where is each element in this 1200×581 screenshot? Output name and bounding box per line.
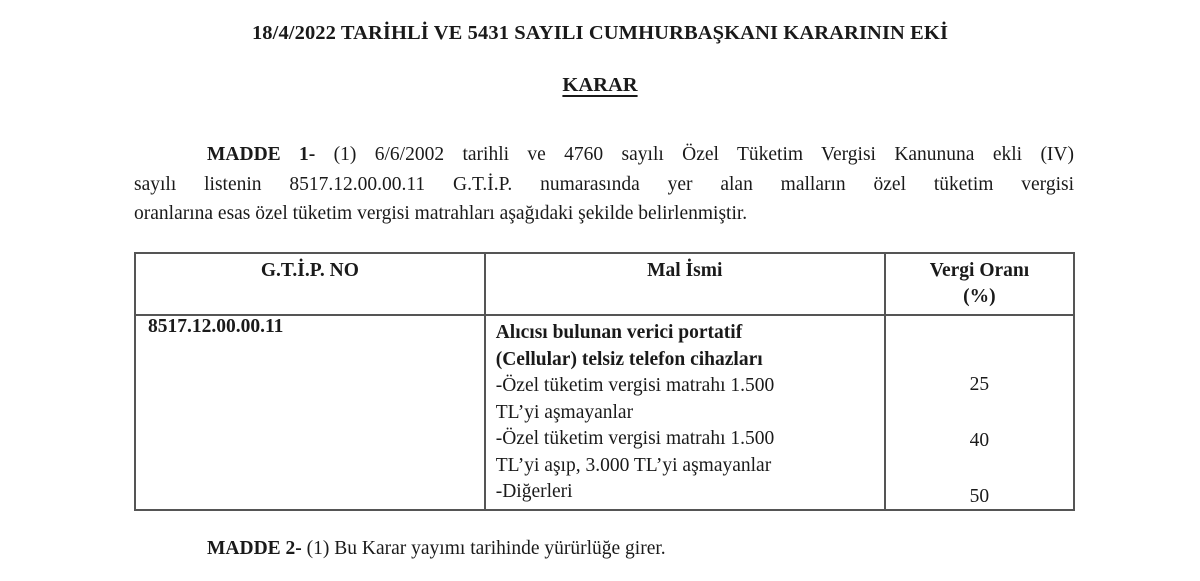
article-1-label: MADDE 1- <box>207 144 316 165</box>
cell-tax-rates <box>885 315 1074 510</box>
item-2-line-1: -Özel tüketim vergisi matrahı 1.500 <box>495 428 775 449</box>
rate-item-3: 50 <box>969 486 990 507</box>
item-2-line-2: TL’yi aşıp, 3.000 TL’yi aşmayanlar <box>495 454 772 476</box>
item-1-line-2: TL’yi aşmayanlar <box>495 401 634 423</box>
article-1-line-3: oranlarına esas özel tüketim vergisi matrahları aşağıdaki şekilde belirlenmiştir. <box>134 203 748 224</box>
tax-rate-table <box>134 252 1075 511</box>
header-tax-rate: Vergi Oranı (%) <box>885 253 1074 315</box>
article-2-label: MADDE 2- <box>207 538 302 559</box>
article-1-line-1: MADDE 1- (1) 6/6/2002 tarihli ve 4760 sayılı Özel Tüketim Vergisi Kanununa ekli (IV) <box>207 144 1075 165</box>
document-subtitle <box>0 74 1200 97</box>
article-1-line-2: sayılı listenin 8517.12.00.00.11 G.T.İ.P. numarasında yer alan malların özel tüketim vergisi <box>134 173 1074 195</box>
document-title: 18/4/2022 TARİHLİ VE 5431 SAYILI CUMHURBAŞKANI KARARININ EKİ <box>251 22 949 44</box>
cell-gtip-number: 8517.12.00.00.11 <box>135 315 485 510</box>
cell-goods-description: Alıcısı bulunan verici portatif (Cellular) telsiz telefon cihazları -Özel tüketim vergisi matrahı 1.500 TL’yi aşmayanlar -Özel tüketim vergisi matrahı 1.500 TL’yi aşıp, 3.000 TL’yi aşmayanlar -Diğerleri <box>485 315 885 510</box>
table-header-row <box>135 253 1074 315</box>
subtitle-text: KARAR <box>562 74 638 96</box>
article-1 <box>134 140 1074 229</box>
header-goods-name: Mal İsmi <box>485 253 885 315</box>
table-row <box>135 315 1074 510</box>
item-3-line-1: -Diğerleri <box>495 481 573 502</box>
item-1-line-1: -Özel tüketim vergisi matrahı 1.500 <box>495 375 775 396</box>
article-2 <box>207 538 666 560</box>
rate-item-1: 25 <box>969 374 990 395</box>
header-gtip: G.T.İ.P. NO <box>135 253 485 315</box>
rate-item-2: 40 <box>969 430 990 451</box>
article-2-text: (1) Bu Karar yayımı tarihinde yürürlüğe girer. <box>301 538 666 559</box>
